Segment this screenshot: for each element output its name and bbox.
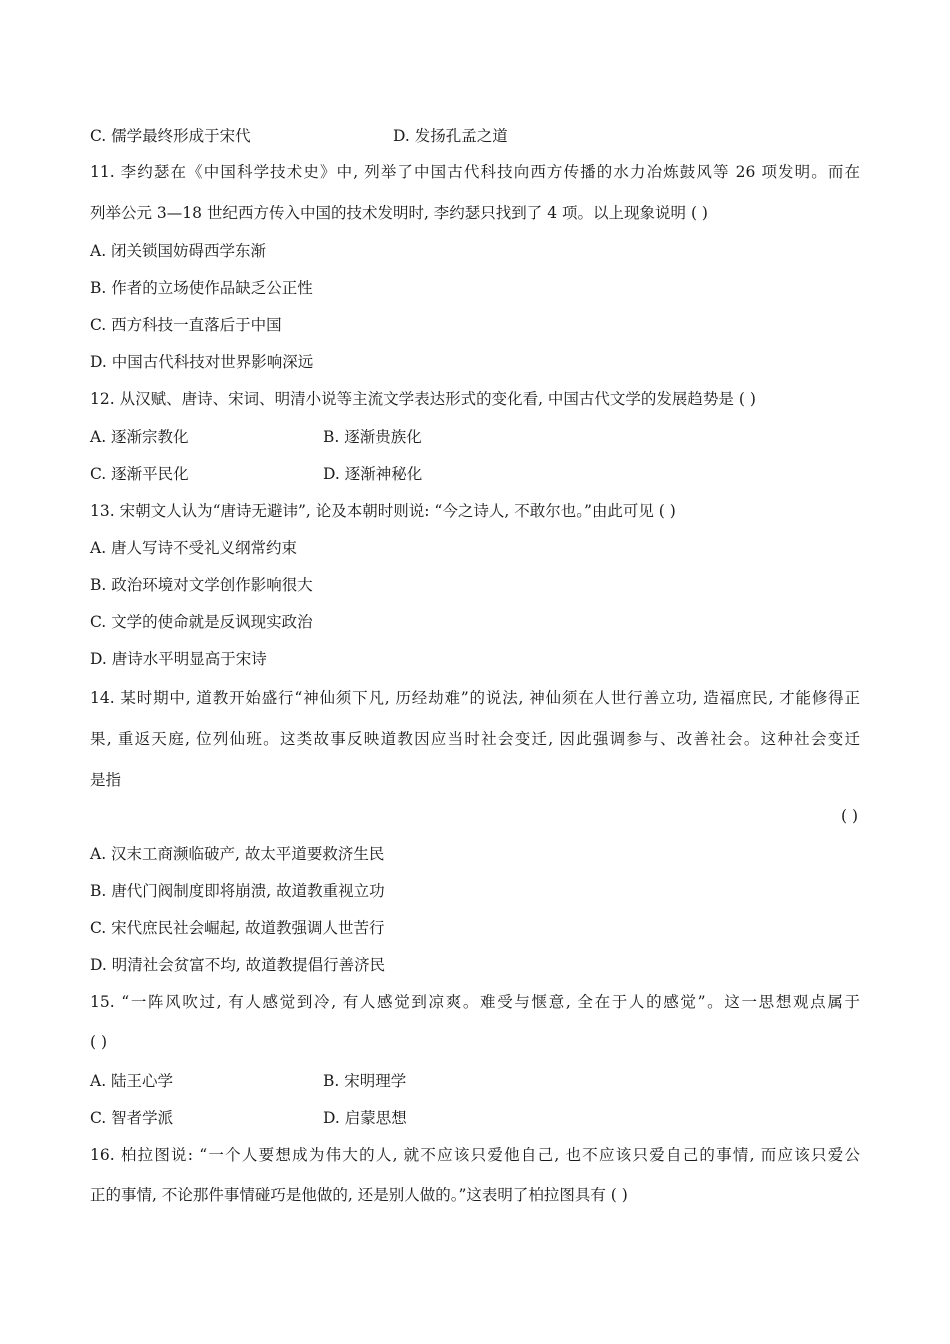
option-d-prev: D. 发扬孔孟之道 bbox=[393, 127, 508, 145]
question-11-option-c: C. 西方科技一直落后于中国 bbox=[90, 316, 282, 334]
question-13-option-a: A. 唐人写诗不受礼义纲常约束 bbox=[90, 539, 298, 557]
question-14-text-line2: 果, 重返天庭, 位列仙班。这类故事反映道教因应当时社会变迁, 因此强调参与、改善社会。这种社会变迁 bbox=[90, 730, 860, 748]
question-14-option-b: B. 唐代门阀制度即将崩溃, 故道教重视立功 bbox=[90, 882, 385, 900]
question-15-option-d: D. 启蒙思想 bbox=[323, 1109, 407, 1127]
question-11-text-line1: 11. 李约瑟在《中国科学技术史》中, 列举了中国古代科技向西方传播的水力冶炼鼓风等 26 项发明。而在 bbox=[90, 163, 860, 181]
question-15-text-line1: 15. “一阵风吹过, 有人感觉到冷, 有人感觉到凉爽。难受与惬意, 全在于人的感觉”。这一思想观点属于 bbox=[90, 993, 860, 1011]
question-15-option-c: C. 智者学派 bbox=[90, 1109, 174, 1127]
question-14-option-d: D. 明清社会贫富不均, 故道教提倡行善济民 bbox=[90, 956, 386, 974]
question-13-text: 13. 宋朝文人认为“唐诗无避讳”, 论及本朝时则说: “今之诗人, 不敢尔也。”由此可见 ( ) bbox=[90, 502, 676, 520]
question-13-option-b: B. 政治环境对文学创作影响很大 bbox=[90, 576, 313, 594]
question-15-option-a: A. 陆王心学 bbox=[90, 1072, 174, 1090]
question-15-answer-bracket: ( ) bbox=[90, 1033, 108, 1051]
question-13-option-c: C. 文学的使命就是反讽现实政治 bbox=[90, 613, 313, 631]
question-11-option-b: B. 作者的立场使作品缺乏公正性 bbox=[90, 279, 313, 297]
question-14-option-c: C. 宋代庶民社会崛起, 故道教强调人世苦行 bbox=[90, 919, 385, 937]
question-13-option-d: D. 唐诗水平明显高于宋诗 bbox=[90, 650, 267, 668]
question-16-text-line1: 16. 柏拉图说: “一个人要想成为伟大的人, 就不应该只爱他自己, 也不应该只爱自己的事情, 而应该只爱公 bbox=[90, 1146, 860, 1164]
question-12-option-a: A. 逐渐宗教化 bbox=[90, 428, 189, 446]
question-14-option-a: A. 汉末工商濒临破产, 故太平道要救济生民 bbox=[90, 845, 385, 863]
question-12-option-b: B. 逐渐贵族化 bbox=[323, 428, 422, 446]
option-c-prev: C. 儒学最终形成于宋代 bbox=[90, 127, 251, 145]
question-11-text-line2: 列举公元 3—18 世纪西方传入中国的技术发明时, 李约瑟只找到了 4 项。以上现象说明 ( ) bbox=[90, 204, 708, 222]
question-11-option-d: D. 中国古代科技对世界影响深远 bbox=[90, 353, 314, 371]
question-14-text-line1: 14. 某时期中, 道教开始盛行“神仙须下凡, 历经劫难”的说法, 神仙须在人世行善立功, 造福庶民, 才能修得正 bbox=[90, 689, 860, 707]
question-15-option-b: B. 宋明理学 bbox=[323, 1072, 407, 1090]
question-16-text-line2: 正的事情, 不论那件事情碰巧是他做的, 还是别人做的。”这表明了柏拉图具有 ( ) bbox=[90, 1186, 628, 1204]
question-14-answer-bracket: ( ) bbox=[840, 807, 858, 825]
question-12-text: 12. 从汉赋、唐诗、宋词、明清小说等主流文学表达形式的变化看, 中国古代文学的发展趋势是 ( ) bbox=[90, 390, 756, 408]
question-14-text-line3: 是指 bbox=[90, 771, 122, 789]
question-12-option-d: D. 逐渐神秘化 bbox=[323, 465, 423, 483]
question-11-option-a: A. 闭关锁国妨碍西学东渐 bbox=[90, 242, 267, 260]
question-12-option-c: C. 逐渐平民化 bbox=[90, 465, 189, 483]
